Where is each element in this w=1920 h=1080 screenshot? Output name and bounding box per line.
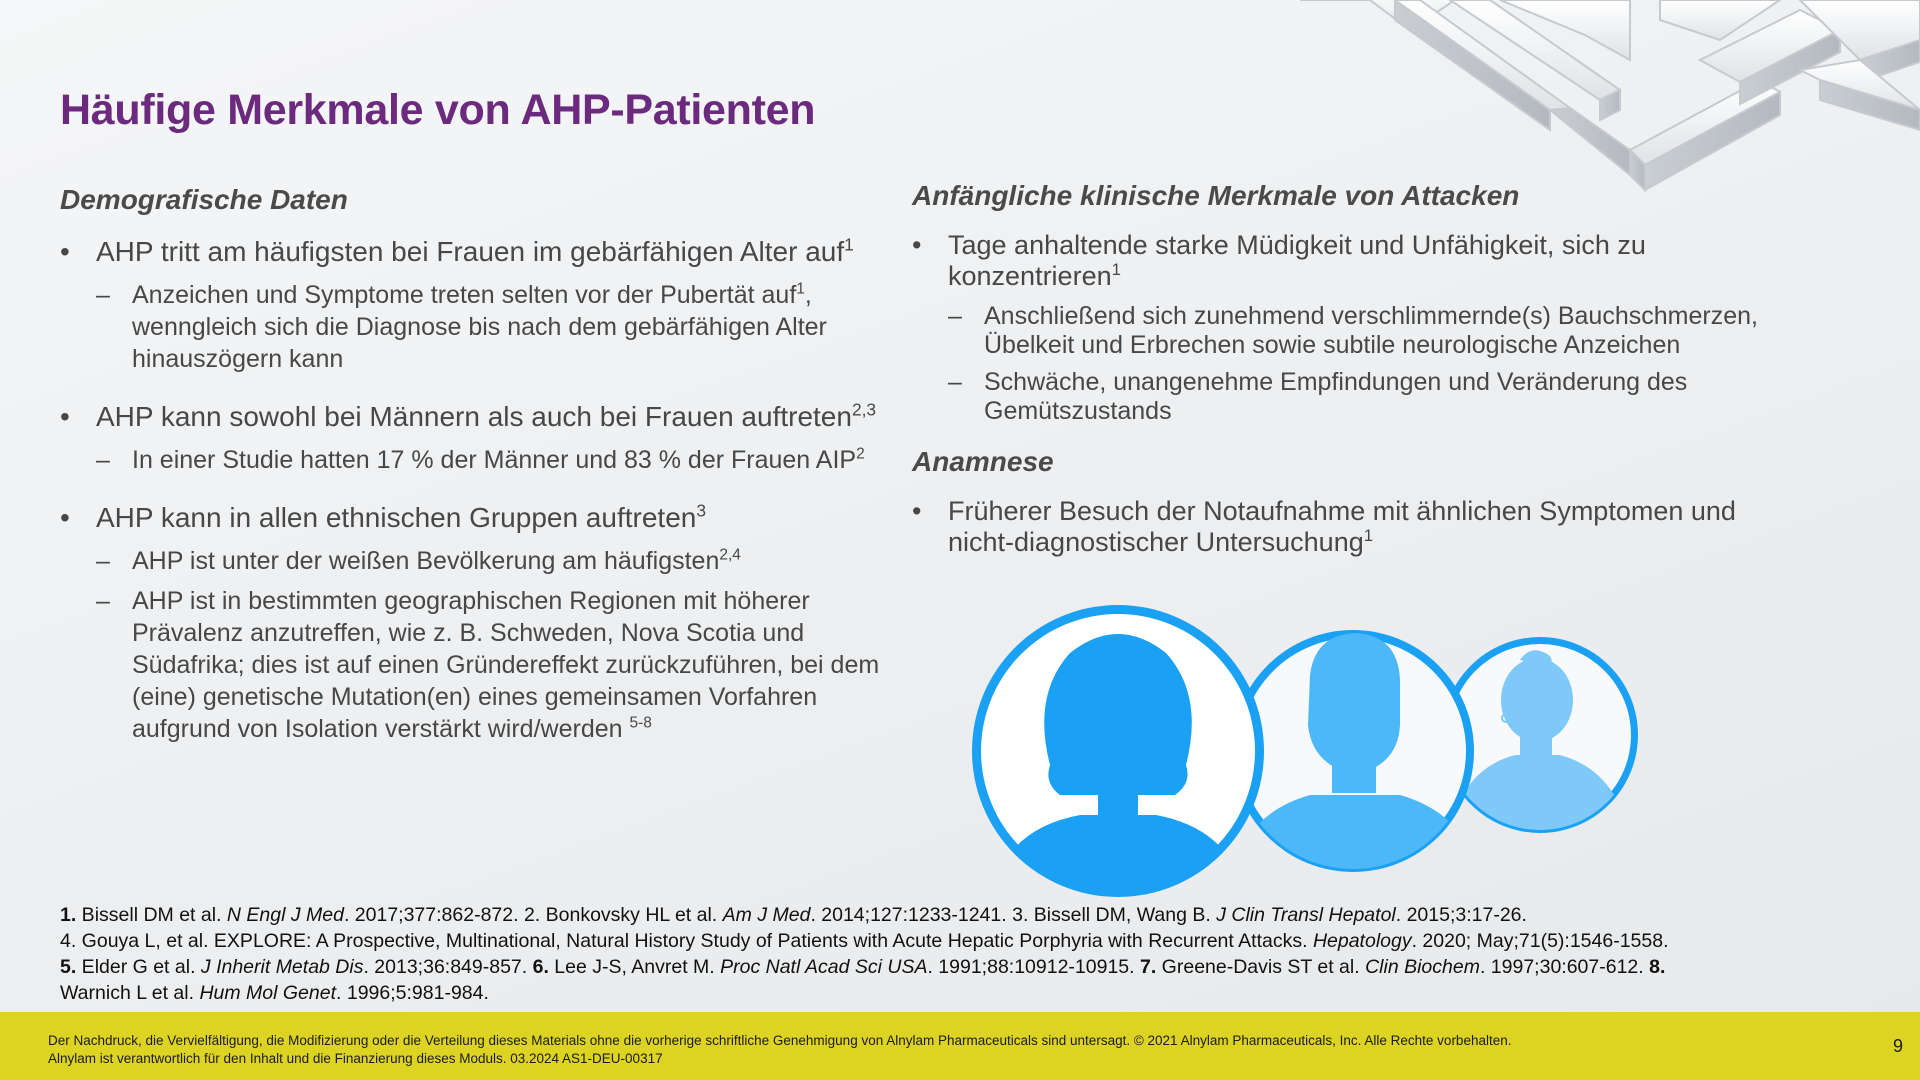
demographics-list bbox=[60, 234, 880, 745]
anamnesis-heading: Anamnese bbox=[912, 446, 1054, 477]
maze-image bbox=[1300, 0, 1920, 200]
list-item: • AHP tritt am häufigsten bei Frauen im gebärfähigen Alter auf$^1$ – Anzeichen und Symptome treten selten vor der Pubertät auf$^1$, wenngleich sich die Diagnose bis nach dem gebärfähigen Alter hinauszögern kann bbox=[60, 234, 880, 375]
list-item: • AHP kann sowohl bei Männern als auch bei Frauen auftreten$^{2,3}$ – In einer Studie hatten 17 % der Männer und 83 % der Frauen AIP$^2$ bbox=[60, 399, 880, 476]
reference-line: Warnich L et al. Hum Mol Genet. 1996;5:981-984. bbox=[60, 982, 489, 1004]
list-item: • Früherer Besuch der Notaufnahme mit ähnlichen Symptomen und nicht-diagnostischer Untersuchung$^1$ bbox=[912, 496, 1772, 558]
anamnesis-list bbox=[912, 496, 1772, 558]
reference-line: 5. Elder G et al. J Inherit Metab Dis. 2013;36:849-857. 6. Lee J-S, Anvret M. Proc Natl Acad Sci USA. 1991;88:10912-10915. 7. Greene-Davis ST et al. Clin Biochem. 1997;30:607-612. 8. bbox=[60, 956, 1666, 978]
clinical-features-column bbox=[912, 180, 1772, 568]
list-item: • AHP kann in allen ethnischen Gruppen auftreten$^3$ – AHP ist unter der weißen Bevölkerung am häufigsten$^{2,4}$ – AHP ist in bestimmten geographischen Regionen mit höherer Prävalenz anzutreffen, wie z. B. Schweden, Nova Scotia und Südafrika; dies ist auf einen Gründereffekt zurückzuführen, bei dem (eine) genetische Mutation(en) eines gemeinsamen Vorfahren aufgrund von Isolation verstärkt wird/werden $^{5-8}$ bbox=[60, 500, 880, 745]
reference-line: 1. Bissell DM et al. N Engl J Med. 2017;377:862-872. 2. Bonkovsky HL et al. Am J Med. 2014;127:1233-1241. 3. Bissell DM, Wang B. J Clin Transl Hepatol. 2015;3:17-26. bbox=[60, 904, 1527, 926]
page-title: Häufige Merkmale von AHP-Patienten bbox=[60, 86, 816, 134]
list-item: – Anschließend sich zunehmend verschlimmernde(s) Bauchschmerzen, Übelkeit und Erbrechen sowie subtile neurologische Anzeichen bbox=[948, 302, 1772, 360]
list-item: – AHP ist in bestimmten geographischen Regionen mit höherer Prävalenz anzutreffen, wie z. B. Schweden, Nova Scotia und Südafrika; dies ist auf einen Gründereffekt zurückzuführen, bei dem (eine) genetische Mutation(en) eines gemeinsamen Vorfahren aufgrund von Isolation verstärkt wird/werden $^{5-8}$ bbox=[96, 585, 880, 745]
patient-avatars-image bbox=[970, 605, 1650, 900]
list-item: – AHP ist unter der weißen Bevölkerung am häufigsten$^{2,4}$ bbox=[96, 545, 880, 577]
clinical-features-list bbox=[912, 230, 1772, 426]
list-item: – Schwäche, unangenehme Empfindungen und Veränderung des Gemütszustands bbox=[948, 368, 1772, 426]
clinical-features-heading: Anfängliche klinische Merkmale von Attacken bbox=[912, 180, 1520, 211]
list-item: • Tage anhaltende starke Müdigkeit und Unfähigkeit, sich zu konzentrieren$^1$ – Anschließend sich zunehmend verschlimmernde(s) Bauchschmerzen, Übelkeit und Erbrechen sowie subtile neurologische Anzeichen – Schwäche, unangenehme Empfindungen und Veränderung des Gemütszustands bbox=[912, 230, 1772, 426]
list-item: – In einer Studie hatten 17 % der Männer und 83 % der Frauen AIP$^2$ bbox=[96, 444, 880, 476]
legal-notice: Der Nachdruck, die Vervielfältigung, die Modifizierung oder die Verteilung dieses Materials ohne die vorherige schriftliche Genehmigung von Alnylam Pharmaceuticals sind untersagt. © 2021 Alnylam Pharmaceuticals, Inc. Alle Rechte vorbehalten. Alnylam ist verantwortlich für den Inhalt und die Finanzierung dieses Moduls. 03.2024 AS1-DEU-00317 bbox=[48, 1033, 1512, 1066]
reference-line: 4. Gouya L, et al. EXPLORE: A Prospective, Multinational, Natural History Study of Patients with Acute Hepatic Porphyria with Recurrent Attacks. Hepatology. 2020; May;71(5):1546-1558. bbox=[60, 930, 1669, 952]
avatar-woman-icon bbox=[972, 605, 1264, 900]
avatar-man-icon bbox=[1232, 630, 1480, 885]
list-item: – Anzeichen und Symptome treten selten vor der Pubertät auf$^1$, wenngleich sich die Diagnose bis nach dem gebärfähigen Alter hinauszögern kann bbox=[96, 279, 880, 375]
demographics-column bbox=[60, 184, 880, 755]
references bbox=[60, 902, 1880, 1006]
footer-bar bbox=[0, 1012, 1920, 1080]
demographics-heading: Demografische Daten bbox=[60, 184, 348, 215]
page-number: 9 bbox=[1892, 1036, 1903, 1056]
